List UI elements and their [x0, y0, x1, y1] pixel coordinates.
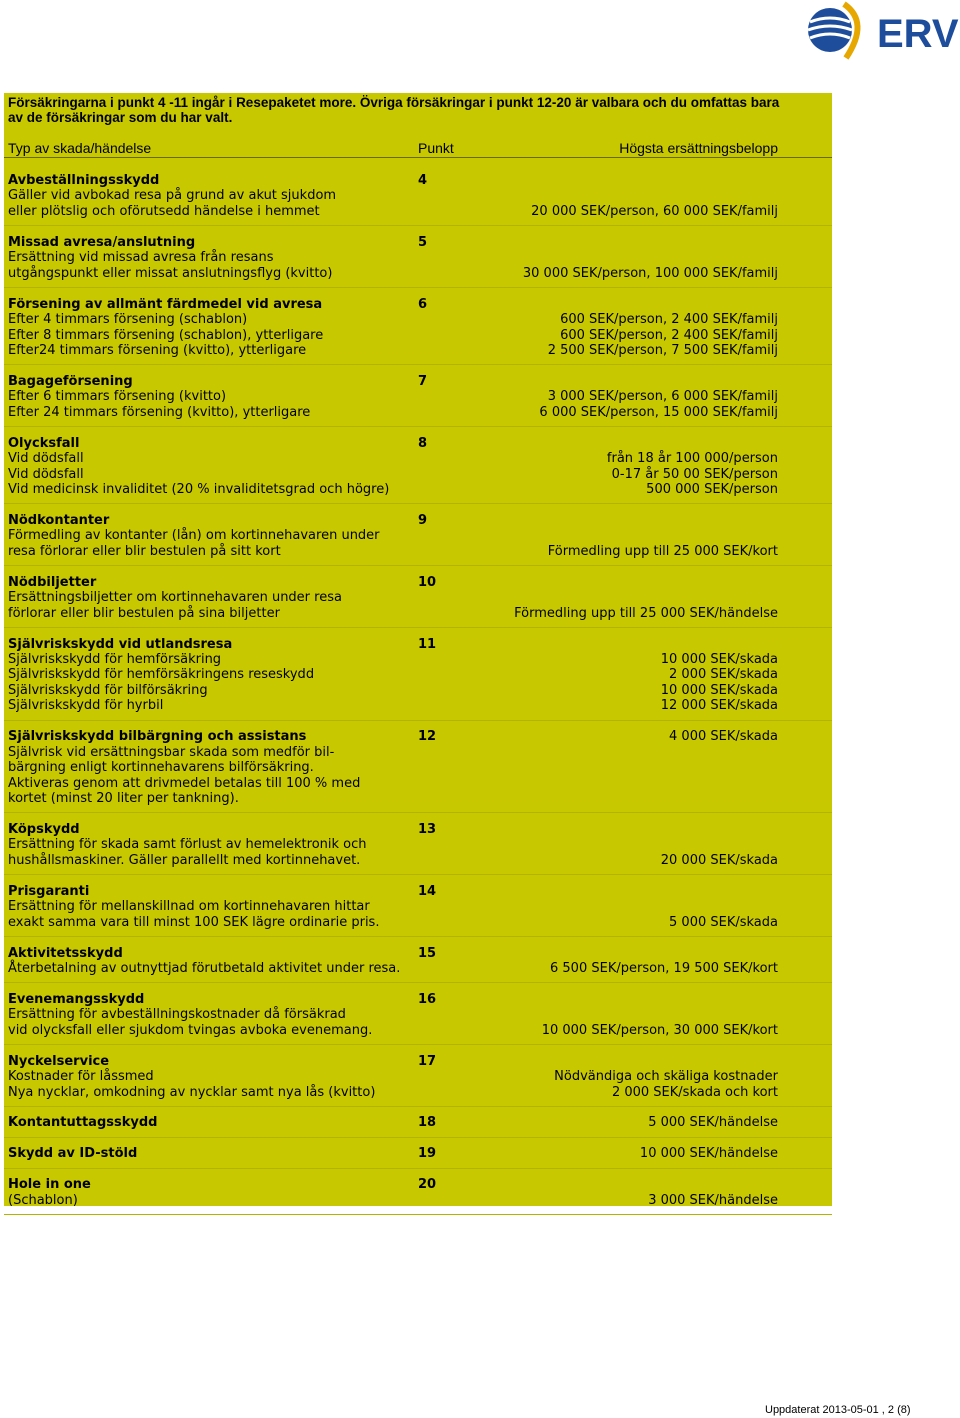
row-desc-line: Självriskskydd för hemförsäkringens reseskydd	[8, 667, 315, 683]
row-amount: 500 000 SEK/person	[646, 482, 778, 497]
row-divider	[4, 225, 832, 226]
row-desc-line: Aktiveras genom att drivmedel betalas till 100 % med	[8, 775, 361, 791]
row-divider	[4, 936, 832, 937]
row-desc-line: Vid dödsfall	[8, 451, 84, 467]
row-title: Avbeställningsskydd	[8, 173, 160, 188]
row-amount: 2 500 SEK/person, 7 500 SEK/familj	[547, 342, 778, 358]
row-amount: från 18 år 100 000/person	[606, 451, 778, 467]
row-desc-line: Ersättningsbiljetter om kortinnehavaren under resa	[8, 590, 342, 606]
row-desc-line: Ersättning för mellanskillnad om kortinnehavaren hittar	[8, 899, 370, 915]
row-amount: 12 000 SEK/skada	[660, 698, 778, 714]
row-desc-line: Ersättning för skada samt förlust av hemelektronik och	[8, 837, 367, 853]
row-title: Självriskskydd bilbärgning och assistans	[8, 729, 307, 745]
row-divider	[4, 1106, 832, 1107]
row-amount: 6 000 SEK/person, 15 000 SEK/familj	[539, 404, 778, 420]
header-divider	[4, 157, 832, 158]
row-divider	[4, 565, 832, 566]
row-desc-line: (Schablon)	[8, 1192, 78, 1208]
row-title: Bagageförsening	[8, 373, 133, 389]
row-title: Köpskydd	[8, 821, 80, 837]
row-point: 11	[418, 636, 437, 652]
row-desc-line: exakt samma vara till minst 100 SEK lägre ordinarie pris.	[8, 914, 380, 930]
row-amount: 30 000 SEK/person, 100 000 SEK/familj	[522, 265, 778, 281]
row-divider	[4, 364, 832, 365]
row-desc-line: Självriskskydd för hemförsäkring	[8, 651, 222, 667]
row-desc-line: Återbetalning av outnyttjad förutbetald aktivitet under resa.	[8, 960, 401, 976]
row-amount: Förmedling upp till 25 000 SEK/kort	[547, 543, 778, 559]
row-amount: 6 500 SEK/person, 19 500 SEK/kort	[550, 960, 778, 976]
row-title: Nyckelservice	[8, 1053, 110, 1069]
row-point: 14	[418, 883, 437, 899]
row-divider	[4, 720, 832, 721]
row-desc-line: Självriskskydd för bilförsäkring	[8, 682, 208, 698]
row-desc-line: resa förlorar eller blir bestulen på sitt kort	[8, 543, 281, 559]
row-point: 6	[418, 296, 428, 312]
row-divider	[4, 1044, 832, 1045]
header-max: Högsta ersättningsbelopp	[619, 140, 778, 156]
erv-globe-icon	[800, 0, 880, 60]
row-divider	[4, 287, 832, 288]
row-desc-line: Vid medicinsk invaliditet (20 % invaliditetsgrad och högre)	[8, 482, 390, 497]
footer-updated: Uppdaterat 2013-05-01 , 2 (8)	[765, 1404, 911, 1416]
row-desc-line: eller plötslig och oförutsedd händelse i hemmet	[8, 203, 320, 219]
row-desc-line: Efter24 timmars försening (kvitto), ytterligare	[8, 342, 307, 358]
row-desc-line: Förmedling av kontanter (lån) om kortinnehavaren under	[8, 528, 380, 544]
erv-logo-text: ERV	[877, 12, 959, 56]
row-amount: 10 000 SEK/händelse	[639, 1146, 778, 1162]
row-desc-line: Självriskskydd för hyrbil	[8, 698, 164, 714]
row-divider	[4, 982, 832, 983]
header-point: Punkt	[418, 140, 454, 156]
row-title: Nödbiljetter	[8, 574, 97, 590]
row-divider	[4, 1137, 832, 1138]
row-amount: 10 000 SEK/skada	[660, 682, 778, 698]
row-title: Hole in one	[8, 1177, 91, 1193]
row-divider	[4, 426, 832, 427]
row-point: 4	[418, 173, 428, 188]
row-amount: 600 SEK/person, 2 400 SEK/familj	[560, 327, 778, 343]
row-title: Kontantuttagsskydd	[8, 1115, 158, 1131]
row-point: 18	[418, 1115, 437, 1131]
row-amount: 600 SEK/person, 2 400 SEK/familj	[560, 312, 778, 328]
row-desc-line: Efter 24 timmars försening (kvitto), ytterligare	[8, 404, 311, 420]
row-point: 13	[418, 821, 437, 837]
row-amount: 20 000 SEK/person, 60 000 SEK/familj	[531, 203, 778, 219]
row-desc-line: Kostnader för låssmed	[8, 1069, 154, 1085]
row-point: 17	[418, 1053, 437, 1069]
row-desc-line: Ersättning vid missad avresa från resans	[8, 250, 274, 266]
row-point: 7	[418, 373, 428, 389]
row-amount: 5 000 SEK/händelse	[648, 1115, 778, 1131]
row-amount: 20 000 SEK/skada	[660, 852, 778, 868]
row-amount: Förmedling upp till 25 000 SEK/händelse	[514, 605, 778, 621]
row-amount: 3 000 SEK/händelse	[648, 1192, 778, 1208]
row-title: Aktivitetsskydd	[8, 945, 123, 961]
row-amount: 5 000 SEK/skada	[669, 914, 778, 930]
row-title: Skydd av ID-stöld	[8, 1146, 138, 1162]
row-divider	[4, 503, 832, 504]
row-divider	[4, 627, 832, 628]
row-desc-line: Ersättning för avbeställningskostnader då försäkrad	[8, 1007, 346, 1023]
intro-text: Försäkringarna i punkt 4 -11 ingår i Resepaketet more. Övriga försäkringar i punkt 12-20 är valbara och du omfattas bara av de försäkringar som du har valt.	[8, 95, 780, 125]
row-title: Nödkontanter	[8, 512, 110, 528]
row-desc-line: utgångspunkt eller missat anslutningsflyg (kvitto)	[8, 265, 333, 281]
row-divider	[4, 1168, 832, 1169]
row-amount: 2 000 SEK/skada	[669, 667, 778, 683]
row-point: 19	[418, 1146, 437, 1162]
row-divider	[4, 874, 832, 875]
row-amount: 10 000 SEK/person, 30 000 SEK/kort	[541, 1022, 778, 1038]
row-point: 9	[418, 512, 428, 528]
row-point: 15	[418, 945, 437, 961]
row-point: 5	[418, 234, 428, 250]
row-amount: 3 000 SEK/person, 6 000 SEK/familj	[547, 389, 778, 405]
row-point: 12	[418, 729, 437, 745]
row-desc-line: Självrisk vid ersättningsbar skada som medför bil-	[8, 744, 335, 760]
row-desc-line: Nya nycklar, omkodning av nycklar samt nya lås (kvitto)	[8, 1084, 376, 1100]
row-point: 20	[418, 1177, 437, 1193]
row-title: Prisgaranti	[8, 883, 90, 899]
header-type: Typ av skada/händelse	[8, 140, 152, 156]
row-desc-line: Efter 4 timmars försening (schablon)	[8, 312, 248, 328]
row-desc-line: vid olycksfall eller sjukdom tvingas avboka evenemang.	[8, 1022, 373, 1038]
row-title: Olycksfall	[8, 435, 80, 451]
row-point: 8	[418, 435, 428, 451]
row-title: Försening av allmänt färdmedel vid avresa	[8, 296, 323, 312]
row-divider	[4, 812, 832, 813]
row-divider	[4, 1214, 832, 1215]
row-desc-line: Efter 8 timmars försening (schablon), ytterligare	[8, 327, 324, 343]
row-desc-line: Vid dödsfall	[8, 466, 84, 482]
row-desc-line: förlorar eller blir bestulen på sina biljetter	[8, 605, 280, 621]
row-amount: 0-17 år 50 00 SEK/person	[611, 466, 778, 482]
row-amount: 4 000 SEK/skada	[669, 729, 778, 745]
row-amount: 10 000 SEK/skada	[660, 651, 778, 667]
row-amount: Nödvändiga och skäliga kostnader	[554, 1069, 778, 1085]
row-desc-line: Gäller vid avbokad resa på grund av akut sjukdom	[8, 188, 337, 204]
row-desc-line: Efter 6 timmars försening (kvitto)	[8, 389, 227, 405]
row-desc-line: hushållsmaskiner. Gäller parallellt med kortinnehavet.	[8, 852, 361, 868]
row-amount: 2 000 SEK/skada och kort	[611, 1084, 778, 1100]
row-desc-line: kortet (minst 20 liter per tankning).	[8, 791, 239, 806]
row-desc-line: bärgning enligt kortinnehavarens bilförsäkring.	[8, 760, 314, 776]
row-title: Evenemangsskydd	[8, 991, 145, 1007]
row-title: Självriskskydd vid utlandsresa	[8, 636, 233, 652]
row-point: 10	[418, 574, 437, 590]
row-title: Missad avresa/anslutning	[8, 234, 196, 250]
row-point: 16	[418, 991, 437, 1007]
